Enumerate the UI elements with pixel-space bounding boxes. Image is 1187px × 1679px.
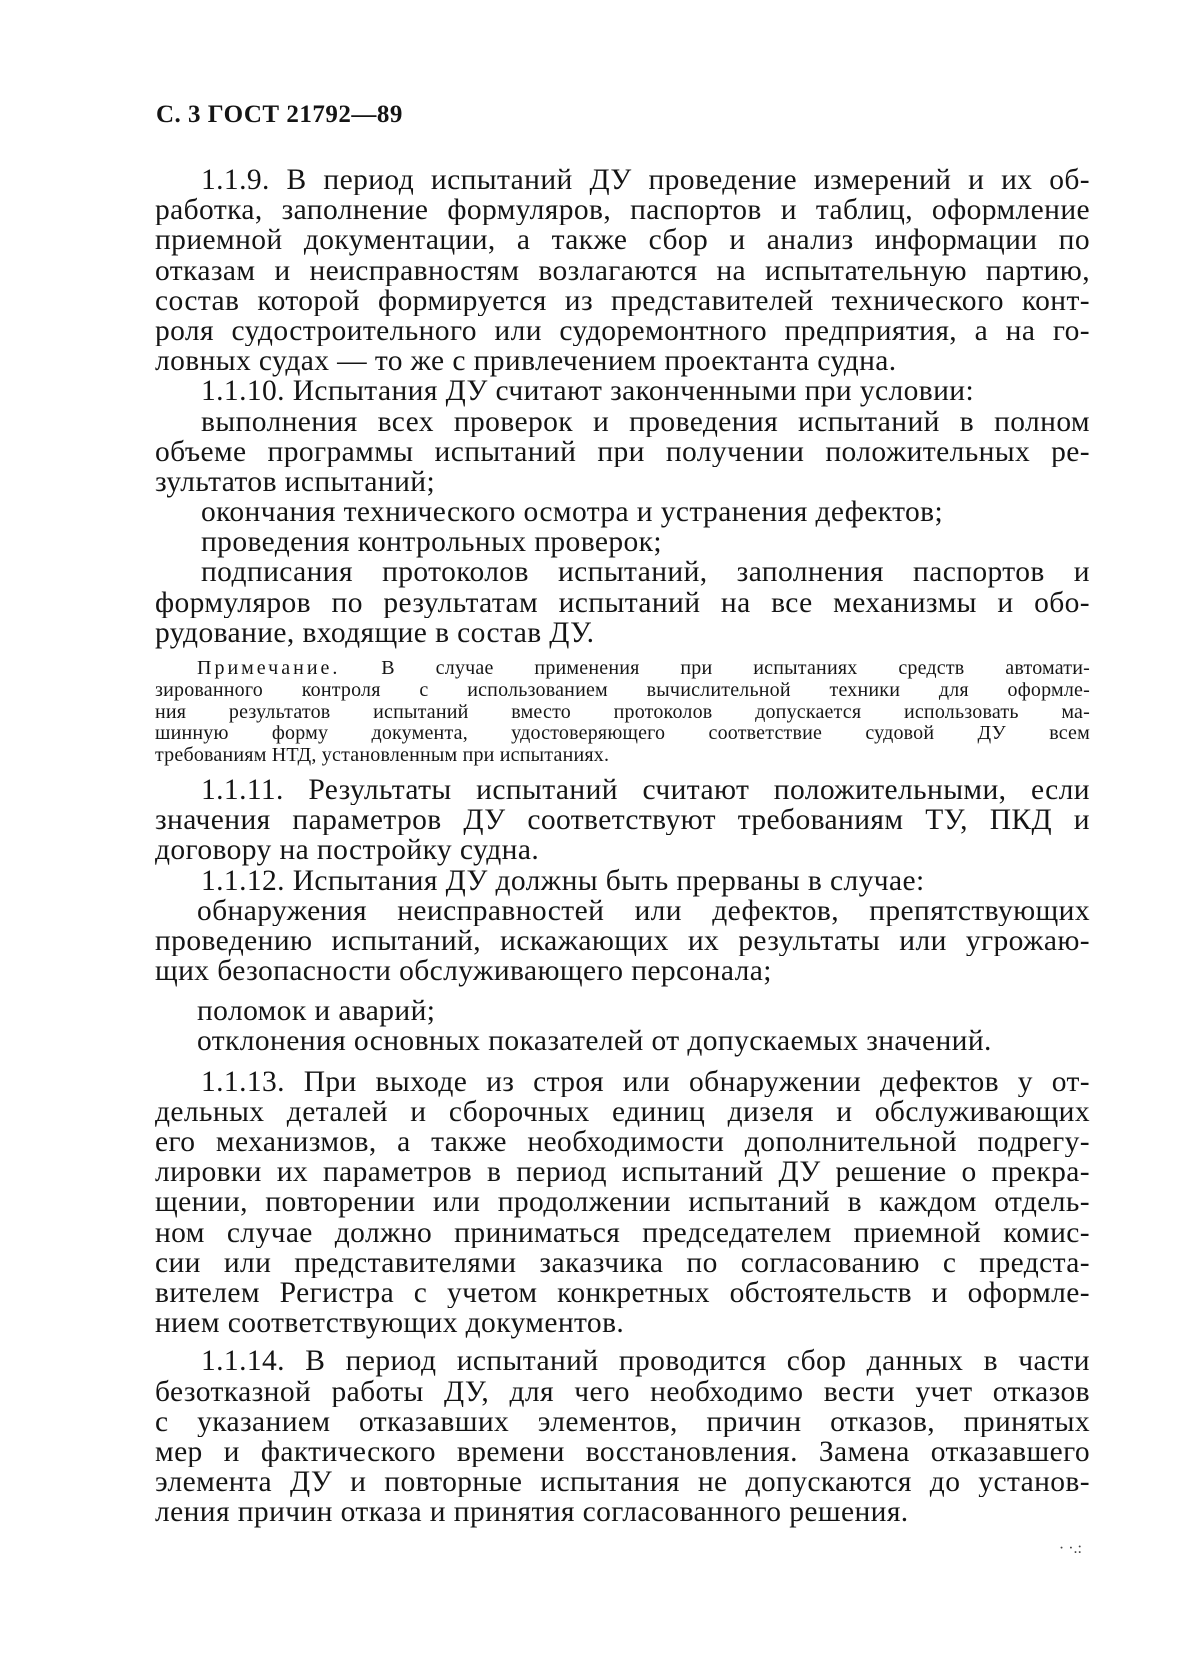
text-line: подписания протоколов испытаний, заполнения паспортов и bbox=[201, 557, 1090, 588]
text-line: ления причин отказа и принятия согласованного решения. bbox=[155, 1496, 909, 1529]
note-line: требованиям НТД, установленным при испытаниях. bbox=[155, 744, 610, 767]
text-line: объеме программы испытаний при получении положительных ре- bbox=[155, 436, 1090, 467]
text-line: отклонения основных показателей от допускаемых значений. bbox=[197, 1025, 992, 1058]
note-block bbox=[155, 658, 1090, 767]
paragraph-1-1-9 bbox=[155, 165, 1090, 376]
text-line: окончания технического осмотра и устранения дефектов; bbox=[201, 496, 944, 529]
text-line: ловных судах — то же с привлечением проектанта судна. bbox=[155, 345, 897, 378]
note-label: Примечание. bbox=[197, 658, 341, 679]
note-line: зированного контроля с использованием вычислительной техники для оформле- bbox=[155, 679, 1090, 701]
text-line: зультатов испытаний; bbox=[155, 465, 436, 498]
text-line: выполнения всех проверок и проведения испытаний в полном bbox=[201, 406, 1090, 437]
text-line: его механизмов, а также необходимости дополнительной подрегу- bbox=[155, 1127, 1090, 1158]
text-line: вителем Регистра с учетом конкретных обстоятельств и оформле- bbox=[155, 1277, 1090, 1309]
scan-specks: · ·.: bbox=[1058, 1540, 1082, 1557]
text-line: работка, заполнение формуляров, паспортов и таблиц, оформление bbox=[155, 195, 1090, 226]
page-header: С. 3 ГОСТ 21792—89 bbox=[156, 101, 403, 128]
paragraph-1-1-10 bbox=[155, 376, 1090, 648]
text-line: элемента ДУ и повторные испытания не допускаются до установ- bbox=[155, 1467, 1090, 1498]
text-line: 1.1.9. В период испытаний ДУ проведение измерений и их об- bbox=[201, 165, 1090, 196]
text-line: 1.1.12. Испытания ДУ должны быть прерваны в случае: bbox=[201, 864, 925, 897]
text-line: сии или представителями заказчика по согласованию с предста- bbox=[155, 1247, 1090, 1278]
text-line: с указанием отказавших элементов, причин отказов, принятых bbox=[155, 1406, 1090, 1437]
text-line: приемной документации, а также сбор и анализ информации по bbox=[155, 225, 1090, 256]
note-line: ния результатов испытаний вместо протоколов допускается использовать ма- bbox=[155, 701, 1090, 723]
paragraph-1-1-13 bbox=[155, 1067, 1090, 1339]
text-line: проведения контрольных проверок; bbox=[201, 526, 662, 559]
text-line: обнаружения неисправностей или дефектов, препятствующих bbox=[197, 895, 1090, 926]
text-line: лировки их параметров в период испытаний ДУ решение о прекра- bbox=[155, 1157, 1090, 1188]
text-line: рудование, входящие в состав ДУ. bbox=[155, 616, 595, 649]
paragraph-1-1-14 bbox=[155, 1346, 1090, 1527]
text-line: роля судостроительного или судоремонтного предприятия, а на го- bbox=[155, 315, 1090, 347]
text-line: поломок и аварий; bbox=[197, 995, 436, 1028]
text-line: дельных деталей и сборочных единиц дизеля и обслуживающих bbox=[155, 1096, 1090, 1128]
paragraph-1-1-11 bbox=[155, 775, 1090, 866]
text-line: нием соответствующих документов. bbox=[155, 1307, 625, 1340]
text-line: состав которой формируется из представителей технического конт- bbox=[155, 285, 1090, 316]
text-line: договору на постройку судна. bbox=[155, 834, 540, 867]
text-line: значения параметров ДУ соответствуют требованиям ТУ, ПКД и bbox=[155, 805, 1090, 836]
document-body bbox=[155, 165, 1090, 1527]
text-line: ном случае должно приниматься председателем приемной комис- bbox=[155, 1217, 1090, 1248]
text-line: 1.1.10. Испытания ДУ считают законченными при условии: bbox=[201, 375, 975, 408]
text-line: отказам и неисправностям возлагаются на испытательную партию, bbox=[155, 255, 1090, 286]
note-line: шинную форму документа, удостоверяющего соответствие судовой ДУ всем bbox=[155, 723, 1090, 745]
text-line: щении, повторении или продолжении испытаний в каждом отдель- bbox=[155, 1187, 1090, 1218]
text-line: проведению испытаний, искажающих их результаты или угрожаю- bbox=[155, 925, 1090, 957]
text-line: 1.1.14. В период испытаний проводится сбор данных в части bbox=[201, 1346, 1090, 1377]
text-line: щих безопасности обслуживающего персонала; bbox=[155, 955, 772, 988]
text-line: мер и фактического времени восстановления. Замена отказавшего bbox=[155, 1436, 1090, 1468]
text-line: безотказной работы ДУ, для чего необходимо вести учет отказов bbox=[155, 1376, 1090, 1407]
text-line: 1.1.13. При выходе из строя или обнаружении дефектов у от- bbox=[201, 1066, 1090, 1097]
text-line: 1.1.11. Результаты испытаний считают положительными, если bbox=[201, 774, 1090, 806]
note-text: В случае применения при испытаниях средств автомати- bbox=[381, 658, 1090, 679]
note-line bbox=[155, 658, 1090, 680]
text-line: формуляров по результатам испытаний на все механизмы и обо- bbox=[155, 587, 1090, 618]
paragraph-1-1-12 bbox=[155, 866, 1090, 1057]
